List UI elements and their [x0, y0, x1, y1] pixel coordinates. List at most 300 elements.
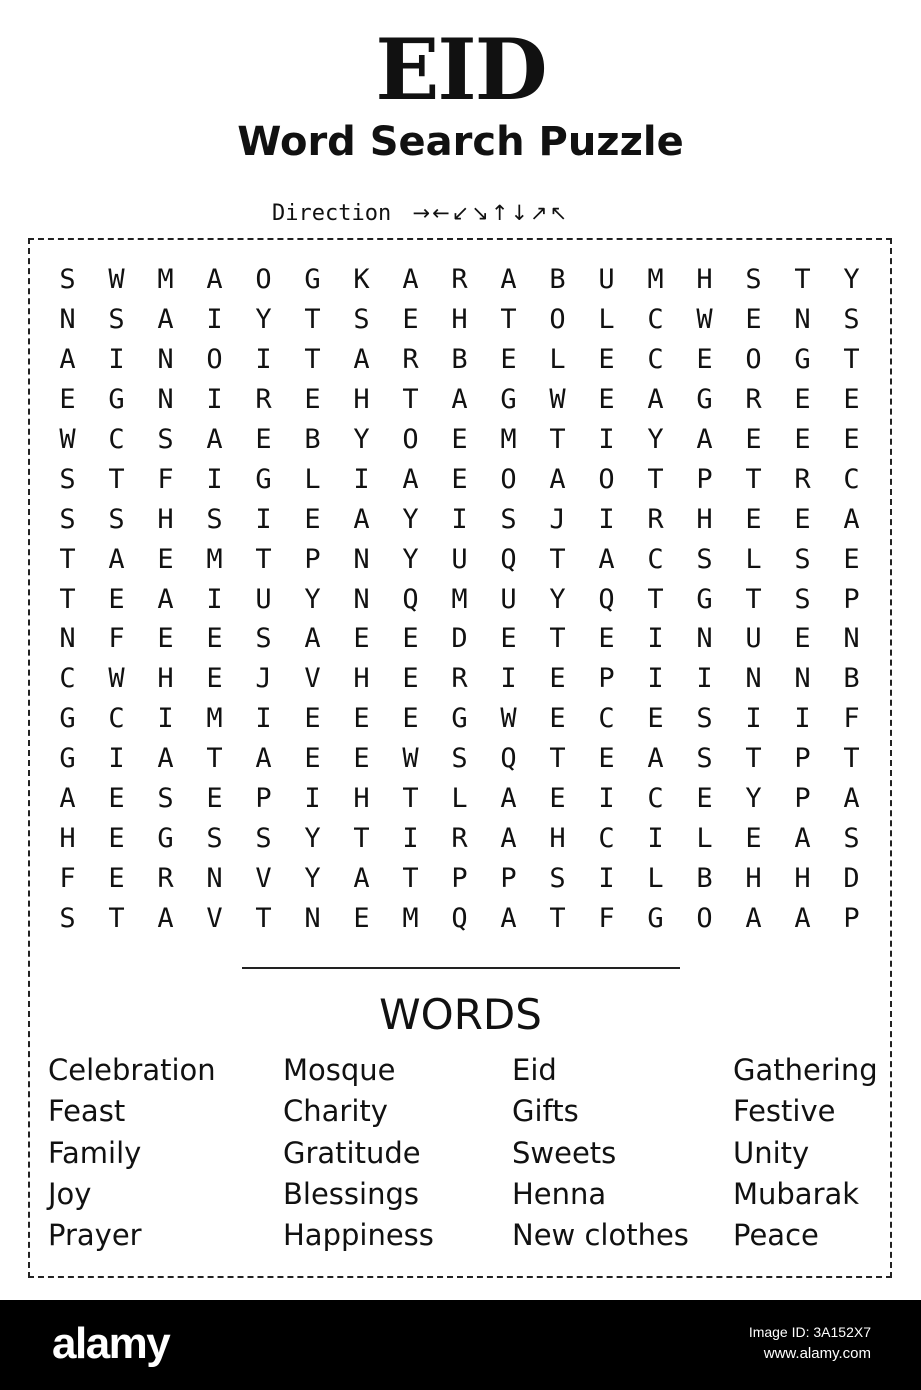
grid-letter: G	[696, 583, 713, 615]
grid-letter: A	[206, 424, 223, 455]
grid-letter: E	[500, 344, 517, 376]
word-item: Henna	[512, 1176, 607, 1211]
grid-letter: R	[451, 663, 468, 695]
grid-letter: C	[843, 463, 860, 495]
grid-letter: E	[353, 902, 370, 934]
word-item: Gathering	[733, 1053, 878, 1087]
grid-letter: A	[206, 264, 223, 296]
grid-letter: P	[304, 543, 321, 575]
word-item: Prayer	[48, 1218, 142, 1253]
grid-letter: E	[745, 304, 762, 336]
word-column	[733, 1050, 878, 1256]
grid-letter: S	[500, 503, 517, 535]
grid-letter: T	[255, 902, 272, 934]
grid-letter: T	[745, 743, 762, 775]
grid-letter: E	[598, 344, 615, 376]
grid-letter: O	[206, 344, 223, 376]
grid-letter: H	[353, 663, 370, 695]
grid-letter: I	[500, 663, 517, 695]
grid-letter: T	[794, 264, 811, 296]
grid-letter: E	[206, 663, 223, 695]
grid-letter: A	[59, 783, 76, 815]
grid-letter: C	[598, 703, 615, 735]
grid-letter: P	[794, 743, 811, 775]
grid-letter: E	[843, 424, 860, 455]
grid-letter: E	[157, 623, 174, 655]
word-item: Festive	[733, 1094, 836, 1129]
grid-letter: V	[304, 663, 321, 695]
grid-letter: Y	[304, 822, 321, 854]
grid-letter: U	[598, 264, 615, 296]
grid-letter: G	[59, 743, 76, 775]
grid-letter: K	[353, 264, 370, 296]
grid-letter: I	[108, 743, 125, 775]
grid-letter: G	[696, 384, 713, 416]
grid-letter: C	[647, 543, 664, 575]
grid-letter: E	[745, 822, 762, 854]
words-heading: WORDS	[379, 990, 542, 1039]
grid-letter: Y	[353, 424, 370, 455]
grid-letter: N	[353, 543, 370, 575]
grid-letter: I	[108, 344, 125, 376]
grid-letter: T	[745, 463, 762, 495]
grid-letter: P	[794, 783, 811, 815]
grid-letter: T	[255, 543, 272, 575]
grid-letter: T	[549, 902, 566, 934]
grid-letter: T	[108, 463, 125, 495]
grid-letter: E	[353, 703, 370, 735]
grid-letter: R	[794, 463, 811, 495]
grid-letter: G	[255, 463, 272, 495]
word-item: Feast	[48, 1094, 126, 1129]
grid-letter: N	[157, 384, 174, 416]
grid-letter: O	[598, 463, 615, 495]
grid-letter: E	[304, 703, 321, 735]
grid-letter: N	[353, 583, 370, 615]
grid-letter: S	[108, 304, 125, 336]
grid-letter: T	[843, 743, 860, 775]
grid-letter: I	[255, 503, 272, 535]
word-item: Blessings	[283, 1176, 419, 1211]
grid-letter: E	[598, 623, 615, 655]
grid-letter: R	[745, 384, 762, 416]
grid-letter: I	[598, 503, 615, 535]
puzzle-subtitle: Word Search Puzzle	[237, 119, 684, 165]
grid-letter: H	[696, 264, 713, 296]
grid-letter: L	[304, 463, 321, 495]
word-item: Charity	[283, 1094, 388, 1129]
grid-letter: T	[500, 304, 517, 336]
grid-letter: R	[451, 264, 468, 296]
grid-letter: T	[353, 822, 370, 854]
grid-letter: L	[745, 543, 762, 575]
grid-letter: W	[59, 424, 76, 455]
grid-letter: A	[402, 264, 419, 296]
grid-letter: C	[108, 424, 125, 455]
grid-letter: N	[696, 623, 713, 655]
grid-letter: G	[59, 703, 76, 735]
grid-letter: H	[696, 503, 713, 535]
grid-letter: A	[843, 503, 860, 535]
grid-letter: T	[108, 902, 125, 934]
grid-letter: Y	[745, 783, 762, 815]
grid-letter: M	[157, 264, 174, 296]
grid-letter: E	[500, 623, 517, 655]
grid-letter: A	[696, 424, 713, 455]
grid-letter: S	[206, 822, 223, 854]
grid-letter: E	[843, 384, 860, 416]
grid-letter: E	[794, 623, 811, 655]
grid-letter: A	[500, 783, 517, 815]
grid-letter: J	[549, 503, 566, 535]
grid-letter: T	[843, 344, 860, 376]
grid-letter: I	[157, 703, 174, 735]
grid-letter: V	[206, 902, 223, 934]
grid-letter: A	[794, 902, 811, 934]
grid-letter: Q	[451, 902, 468, 934]
word-item: Joy	[48, 1176, 92, 1211]
grid-letter: S	[108, 503, 125, 535]
grid-letter: T	[59, 583, 76, 615]
grid-letter: E	[402, 623, 419, 655]
grid-letter: I	[647, 623, 664, 655]
grid-letter: I	[206, 463, 223, 495]
grid-letter: A	[353, 344, 370, 376]
watermark-footer	[0, 1300, 921, 1390]
grid-letter: M	[647, 264, 664, 296]
word-item: Gratitude	[283, 1135, 421, 1170]
grid-letter: A	[157, 902, 174, 934]
grid-letter: Q	[500, 743, 517, 775]
word-item: Sweets	[512, 1135, 617, 1170]
word-column	[512, 1050, 689, 1256]
grid-letter: V	[255, 862, 272, 894]
grid-letter: G	[647, 902, 664, 934]
grid-letter: G	[794, 344, 811, 376]
grid-letter: P	[451, 862, 468, 894]
grid-letter: I	[255, 344, 272, 376]
grid-letter: N	[206, 862, 223, 894]
grid-letter: T	[549, 424, 566, 455]
grid-letter: Q	[500, 543, 517, 575]
grid-letter: E	[304, 743, 321, 775]
grid-letter: A	[500, 264, 517, 296]
grid-letter: L	[647, 862, 664, 894]
grid-letter: T	[647, 583, 664, 615]
grid-letter: I	[598, 424, 615, 455]
grid-letter: B	[304, 424, 321, 455]
grid-letter: E	[549, 703, 566, 735]
word-item: Gifts	[512, 1094, 579, 1129]
grid-letter: A	[304, 623, 321, 655]
grid-letter: N	[745, 663, 762, 695]
grid-letter: D	[451, 623, 468, 655]
grid-letter: Q	[598, 583, 615, 615]
grid-letter: S	[696, 703, 713, 735]
grid-letter: A	[157, 743, 174, 775]
grid-letter: H	[794, 862, 811, 894]
grid-letter: A	[108, 543, 125, 575]
grid-letter: I	[647, 822, 664, 854]
grid-letter: W	[402, 743, 419, 775]
image-id-text: Image ID: 3A152X7	[748, 1324, 871, 1340]
grid-letter: E	[255, 424, 272, 455]
grid-letter: E	[108, 583, 125, 615]
grid-letter: E	[451, 463, 468, 495]
grid-letter: E	[696, 783, 713, 815]
divider-line	[242, 967, 680, 969]
grid-letter: N	[794, 663, 811, 695]
grid-letter: E	[206, 783, 223, 815]
grid-letter: H	[59, 822, 76, 854]
grid-letter: Y	[255, 304, 272, 336]
grid-letter: S	[59, 463, 76, 495]
grid-letter: Y	[402, 503, 419, 535]
grid-letter: A	[500, 822, 517, 854]
grid-letter: A	[794, 822, 811, 854]
grid-letter: H	[157, 663, 174, 695]
grid-letter: I	[206, 384, 223, 416]
grid-letter: Y	[647, 424, 664, 455]
grid-letter: E	[353, 743, 370, 775]
grid-letter: S	[696, 743, 713, 775]
grid-letter: E	[794, 424, 811, 455]
grid-letter: S	[255, 822, 272, 854]
grid-letter: E	[402, 304, 419, 336]
grid-letter: G	[500, 384, 517, 416]
grid-letter: F	[157, 463, 174, 495]
grid-letter: U	[451, 543, 468, 575]
word-item: New clothes	[512, 1218, 689, 1253]
grid-letter: M	[402, 902, 419, 934]
grid-letter: F	[843, 703, 860, 735]
grid-letter: A	[353, 862, 370, 894]
grid-letter: E	[402, 703, 419, 735]
grid-letter: Y	[304, 583, 321, 615]
grid-letter: E	[598, 743, 615, 775]
grid-letter: Y	[304, 862, 321, 894]
direction-arrows-icon: →←↙↘↑↓↗↖	[412, 201, 570, 225]
grid-letter: L	[549, 344, 566, 376]
grid-letter: I	[745, 703, 762, 735]
direction-legend	[272, 196, 569, 230]
grid-letter: F	[108, 623, 125, 655]
grid-letter: L	[598, 304, 615, 336]
grid-letter: T	[647, 463, 664, 495]
brand-logo: alamy	[52, 1319, 170, 1368]
grid-letter: S	[745, 264, 762, 296]
word-item: Eid	[512, 1053, 557, 1087]
grid-letter: O	[549, 304, 566, 336]
grid-letter: M	[206, 543, 223, 575]
grid-letter: N	[157, 344, 174, 376]
grid-letter: E	[794, 384, 811, 416]
direction-label: Direction	[272, 201, 392, 226]
grid-letter: I	[598, 862, 615, 894]
grid-letter: E	[206, 623, 223, 655]
grid-letter: T	[304, 304, 321, 336]
grid-letter: L	[451, 783, 468, 815]
grid-letter: U	[745, 623, 762, 655]
grid-letter: M	[500, 424, 517, 455]
grid-letter: E	[157, 543, 174, 575]
grid-letter: P	[843, 583, 860, 615]
grid-letter: E	[745, 424, 762, 455]
grid-letter: H	[157, 503, 174, 535]
grid-letter: A	[59, 344, 76, 376]
grid-letter: S	[59, 902, 76, 934]
grid-letter: S	[843, 822, 860, 854]
grid-letter: S	[794, 583, 811, 615]
grid-letter: F	[59, 862, 76, 894]
grid-letter: N	[794, 304, 811, 336]
grid-letter: S	[59, 264, 76, 296]
grid-letter: P	[843, 902, 860, 934]
grid-letter: I	[647, 663, 664, 695]
grid-letter: H	[549, 822, 566, 854]
grid-letter: E	[59, 384, 76, 416]
grid-letter: S	[59, 503, 76, 535]
grid-letter: O	[500, 463, 517, 495]
grid-letter: P	[255, 783, 272, 815]
word-item: Mubarak	[733, 1176, 860, 1211]
grid-letter: C	[647, 304, 664, 336]
grid-letter: S	[255, 623, 272, 655]
grid-letter: A	[843, 783, 860, 815]
grid-letter: E	[843, 543, 860, 575]
grid-letter: S	[353, 304, 370, 336]
word-item: Mosque	[283, 1053, 396, 1087]
grid-letter: H	[745, 862, 762, 894]
word-item: Family	[48, 1135, 142, 1170]
grid-letter: S	[794, 543, 811, 575]
grid-letter: T	[549, 743, 566, 775]
grid-letter: C	[598, 822, 615, 854]
grid-letter: I	[402, 822, 419, 854]
grid-letter: T	[402, 384, 419, 416]
grid-letter: E	[353, 623, 370, 655]
grid-letter: R	[647, 503, 664, 535]
grid-letter: Y	[549, 583, 566, 615]
grid-letter: J	[255, 663, 272, 695]
grid-letter: E	[549, 663, 566, 695]
grid-letter: H	[353, 783, 370, 815]
word-item: Peace	[733, 1218, 819, 1253]
grid-letter: E	[549, 783, 566, 815]
grid-letter: I	[206, 304, 223, 336]
grid-letter: N	[843, 623, 860, 655]
word-list	[0, 1050, 921, 1260]
grid-letter: U	[500, 583, 517, 615]
grid-letter: A	[549, 463, 566, 495]
grid-letter: E	[108, 862, 125, 894]
grid-letter: A	[353, 503, 370, 535]
grid-letter: I	[696, 663, 713, 695]
grid-letter: E	[696, 344, 713, 376]
puzzle-title: EID	[375, 20, 546, 119]
grid-letter: E	[598, 384, 615, 416]
word-item: Unity	[733, 1135, 810, 1170]
grid-letter: A	[598, 543, 615, 575]
grid-letter: I	[206, 583, 223, 615]
grid-letter: N	[59, 623, 76, 655]
letter-grid	[43, 260, 876, 938]
word-column	[283, 1050, 434, 1256]
grid-letter: I	[598, 783, 615, 815]
grid-letter: T	[549, 623, 566, 655]
grid-letter: S	[157, 783, 174, 815]
grid-letter: F	[598, 902, 615, 934]
grid-letter: T	[402, 862, 419, 894]
grid-letter: E	[108, 822, 125, 854]
grid-letter: I	[255, 703, 272, 735]
grid-letter: A	[157, 583, 174, 615]
grid-letter: I	[794, 703, 811, 735]
grid-letter: G	[157, 822, 174, 854]
grid-letter: O	[402, 424, 419, 455]
grid-letter: U	[255, 583, 272, 615]
grid-letter: S	[157, 424, 174, 455]
grid-letter: O	[745, 344, 762, 376]
grid-letter: P	[500, 862, 517, 894]
grid-letter: H	[353, 384, 370, 416]
grid-letter: C	[108, 703, 125, 735]
grid-letter: T	[745, 583, 762, 615]
grid-letter: B	[549, 264, 566, 296]
grid-letter: E	[304, 503, 321, 535]
grid-letter: W	[108, 264, 125, 296]
grid-letter: S	[696, 543, 713, 575]
grid-letter: T	[304, 344, 321, 376]
grid-letter: E	[794, 503, 811, 535]
grid-letter: Y	[402, 543, 419, 575]
grid-letter: T	[206, 743, 223, 775]
grid-letter: B	[843, 663, 860, 695]
grid-letter: S	[549, 862, 566, 894]
grid-letter: P	[598, 663, 615, 695]
grid-letter: A	[402, 463, 419, 495]
grid-letter: A	[647, 743, 664, 775]
grid-letter: N	[59, 304, 76, 336]
grid-letter: W	[549, 384, 566, 416]
grid-letter: T	[549, 543, 566, 575]
grid-letter: O	[696, 902, 713, 934]
grid-letter: M	[451, 583, 468, 615]
grid-letter: C	[647, 344, 664, 376]
grid-letter: C	[647, 783, 664, 815]
grid-letter: R	[157, 862, 174, 894]
grid-letter: R	[402, 344, 419, 376]
grid-letter: E	[451, 424, 468, 455]
grid-letter: E	[108, 783, 125, 815]
grid-letter: E	[304, 384, 321, 416]
grid-letter: E	[745, 503, 762, 535]
word-column	[48, 1050, 216, 1256]
grid-letter: Q	[402, 583, 419, 615]
grid-letter: A	[500, 902, 517, 934]
site-url: www.alamy.com	[763, 1345, 871, 1362]
grid-letter: W	[108, 663, 125, 695]
grid-letter: N	[304, 902, 321, 934]
grid-letter: G	[451, 703, 468, 735]
grid-letter: S	[843, 304, 860, 336]
word-item: Happiness	[283, 1218, 434, 1253]
grid-letter: A	[745, 902, 762, 934]
grid-letter: I	[304, 783, 321, 815]
grid-letter: R	[255, 384, 272, 416]
grid-letter: T	[59, 543, 76, 575]
grid-letter: R	[451, 822, 468, 854]
